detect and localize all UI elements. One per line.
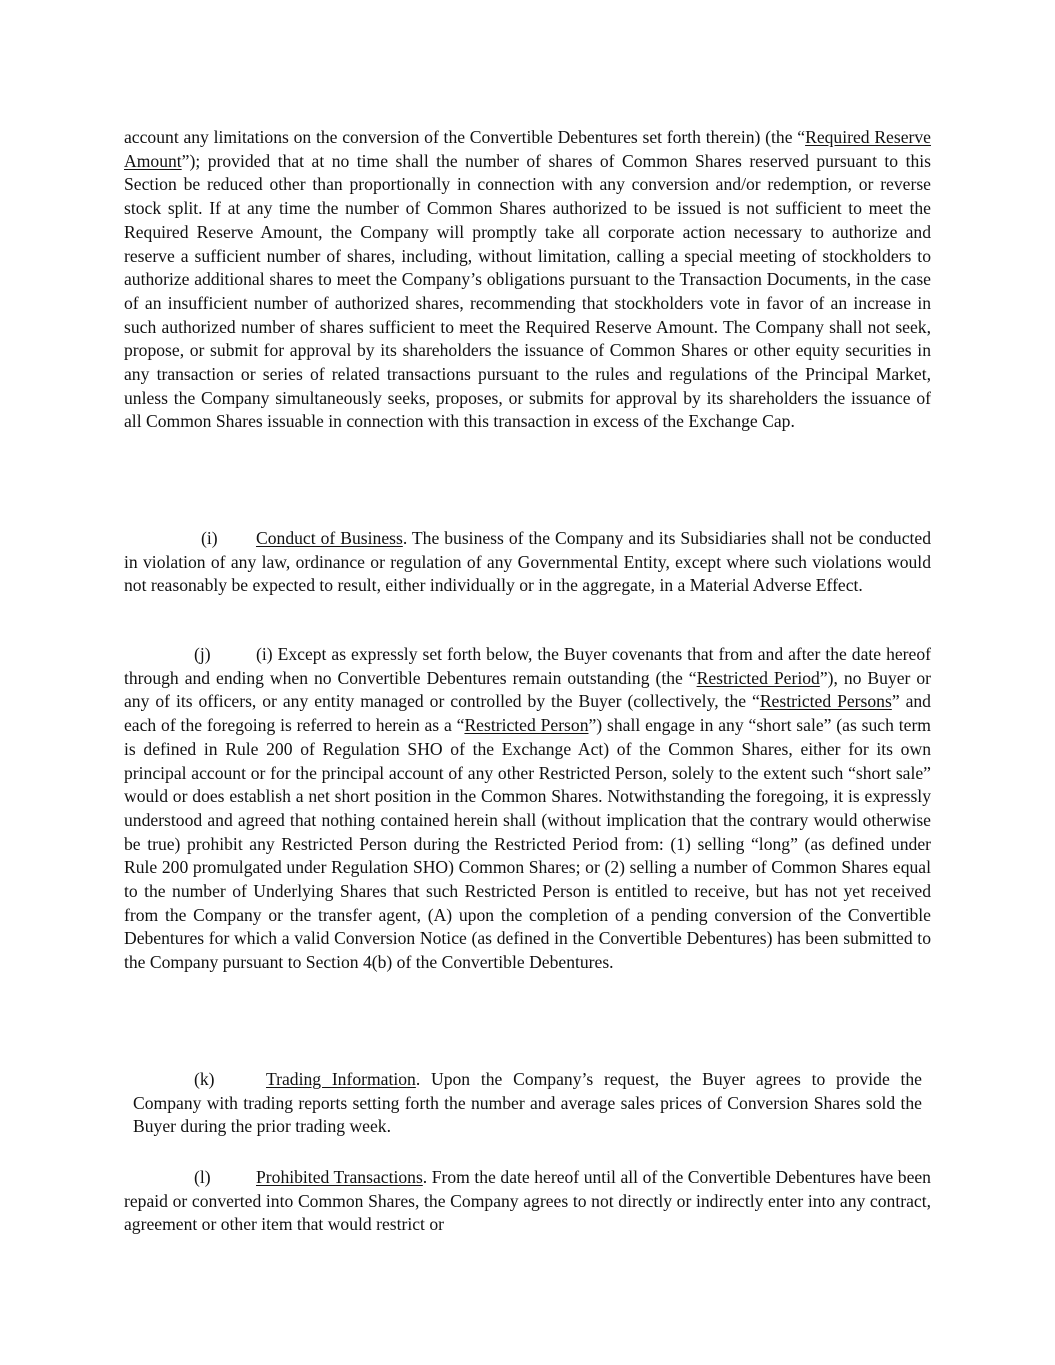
section-label-j: (j): [194, 644, 211, 664]
paragraph-j-short-sales: [124, 643, 931, 975]
paragraph-i-conduct-of-business: [124, 527, 931, 598]
section-label-k: (k): [194, 1069, 215, 1089]
text-segment: ” and each of the foregoing is referred to herein as a “: [124, 691, 931, 736]
defined-term-restricted-period: Restricted Period: [696, 667, 820, 688]
text-segment: ”); provided that at no time shall the number of shares of Common Shares reserved pursuant to this Section be reduced other than proportionally in connection with any conversion and/or redemption, or reverse stock split. If at any time the number of Common Shares authorized to be issued is not sufficient to meet the Required Reserve Amount, the Company will promptly take all corporate action necessary to authorize and reserve a sufficient number of shares, including, without limitation, calling a special meeting of stockholders to authorize additional shares to meet the Company’s obligations pursuant to the Transaction Documents, in the case of an insufficient number of authorized shares, recommending that stockholders vote in favor of an increase in such authorized number of shares sufficient to meet the Required Reserve Amount. The Company shall not seek, propose, or submit for approval by its shareholders the issuance of Common Shares or other equity securities in any transaction or series of related transactions pursuant to the rules and regulations of the Principal Market, unless the Company simultaneously seeks, proposes, or submits for approval by its shareholders the issuance of all Common Shares issuable in connection with this transaction in excess of the Exchange Cap.: [124, 150, 931, 432]
text-segment: . The business of the Company and its Subsidiaries shall not be conducted in violation of any law, ordinance or regulation of any Governmental Entity, except where such violations would not reasonably be expected to result, either individually or in the aggregate, in a Material Adverse Effect.: [124, 528, 931, 596]
defined-term-restricted-persons: Restricted Persons: [759, 691, 892, 712]
section-label-l: (l): [194, 1167, 211, 1187]
defined-term-restricted-person: Restricted Person: [464, 715, 589, 736]
text-segment: account any limitations on the conversion of the Convertible Debentures set forth therein) (the “: [124, 127, 806, 147]
section-label-i: (i): [201, 528, 218, 548]
text-segment: . From the date hereof until all of the Convertible Debentures have been repaid or converted into Common Shares, the Company agrees to not directly or indirectly enter into any contract, agreement or other item that would restrict or: [124, 1167, 931, 1235]
heading-conduct-of-business: Conduct of Business: [256, 528, 403, 548]
heading-trading-information: Trading Information: [266, 1069, 416, 1089]
text-segment: ”), no Buyer or any of its officers, or any entity managed or controlled by the Buyer (collectively, the “: [124, 667, 931, 712]
paragraph-l-prohibited-transactions: [124, 1166, 931, 1237]
defined-term-required-reserve-amount: Required Reserve Amount: [124, 127, 931, 171]
paragraph-required-reserve: [124, 126, 931, 434]
paragraph-k-trading-information: [133, 1068, 922, 1139]
text-segment: ”) shall engage in any “short sale” (as such term is defined in Rule 200 of Regulation SHO of the Exchange Act) of the Common Shares, either for its own principal account or for the principal account of any other Restricted Person, solely to the extent such “short sale” would or does establish a net short position in the Common Shares. Notwithstanding the foregoing, it is expressly understood and agreed that nothing contained herein shall (without implication that the contrary would otherwise be true) prohibit any Restricted Person during the Restricted Period from: (1) selling “long” (as defined under Rule 200 promulgated under Regulation SHO) Common Shares; or (2) selling a number of Common Shares equal to the number of Underlying Shares that such Restricted Person is entitled to receive, but has not yet received from the Company or the transfer agent, (A) upon the completion of a pending conversion of the Convertible Debentures for which a valid Conversion Notice (as defined in the Convertible Debentures) has been submitted to the Company pursuant to Section 4(b) of the Convertible Debentures.: [124, 715, 931, 973]
text-segment: (i) Except as expressly set forth below, the Buyer covenants that from and after the date hereof through and ending when no Convertible Debentures remain outstanding (the “: [124, 644, 931, 688]
heading-prohibited-transactions: Prohibited Transactions: [256, 1167, 423, 1187]
text-segment: . Upon the Company’s request, the Buyer agrees to provide the Company with trading reports setting forth the number and average sales prices of Conversion Shares sold the Buyer during the prior trading week.: [133, 1069, 922, 1137]
